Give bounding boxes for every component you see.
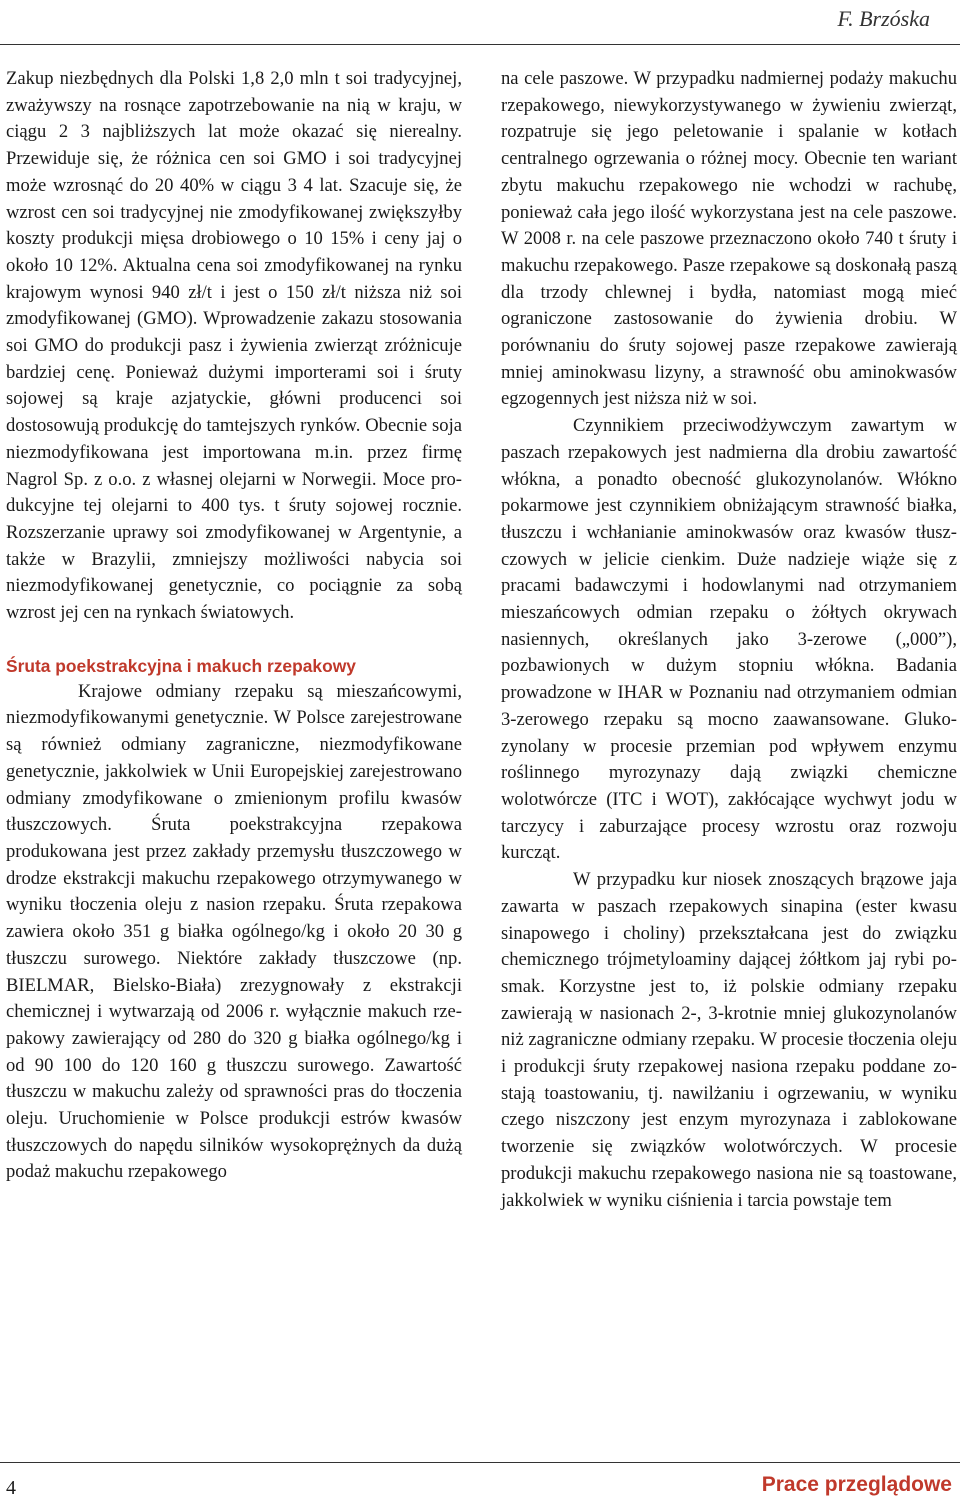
running-head-author: F. Brzóska bbox=[837, 6, 930, 31]
body-paragraph: W przypadku kur niosek znoszących brązowe jaja zawarta w paszach rzepakowych sinapina (ester kwasu sinapowego i choliny) przekształcana jest do związku chemicznego trójmetyloaminy dającej żółtkom jaj rybi posmak. Korzystne jest to, iż polskie odmiany rzepaku zawierają w nasionach 2-, 3-krotnie mniej glukozynolanów niż zagraniczne odmiany rzepaku. W procesie tłoczenia oleju i produkcji śruty rzepakowej nasiona rzepaku poddane zostają toastowaniu, tj. nawilżaniu i ogrzewaniu, w wyniku czego niszczony jest enzym myrozynaza i zablokowane tworzenie się związków wolotwórczych. W procesie produkcji makuchu rzepakowego nasiona nie są toastowane, jakkolwiek w wyniku ciśnienia i tarcia powstaje tem bbox=[501, 869, 957, 1211]
page-footer bbox=[0, 1462, 960, 1509]
body-paragraph: na cele paszowe. W przypadku nadmiernej podaży makuchu rzepakowego, niewykorzystywanego w żywieniu zwierząt, rozpatruje się jego peletowanie i spalanie w kotłach centralnego ogrzewania o różnej mocy. Obecnie ten wariant zbytu makuchu rzepakowego nie wchodzi w rachubę, ponieważ cała jego ilość wykorzystana jest na cele paszowe. W 2008 r. na cele paszowe przeznaczono około 740 t śruty i makuchu rzepakowego. Pasze rzepakowe są doskonałą paszą dla trzody chlewnej i bydła, natomiast mogą mieć ograniczone zastosowanie do żywienia drobiu. W porównaniu do śruty sojowej pasze rzepakowe zawierają mniej aminokwasu lizyny, a strawność obu aminokwasów egzogennych jest niższa niż w soi. bbox=[501, 68, 957, 410]
page-header bbox=[0, 0, 960, 45]
section-heading: Śruta poekstrakcyjna i makuch rzepakowy bbox=[6, 655, 356, 676]
left-column bbox=[6, 66, 462, 1186]
body-paragraph: Krajowe odmiany rzepaku są mieszańcowymi, niezmodyfikowanymi genetycznie. W Polsce zarejestrowane są również odmiany zagraniczne, niezmodyfikowane genetycznie, jakkolwiek w Unii Europejskiej zarejestrowano odmiany zmodyfikowane o zmienionym profilu kwasów tłuszczowych. Śruta poekstrakcyjna rzepakowa produkowana jest przez zakłady przemysłu tłuszczowego w drodze ekstrakcji makuchu rzepakowego otrzymywanego w wyniku tłoczenia oleju z nasion rzepaku. Śruta rzepakowa zawiera około 351 g białka ogólnego/kg i około 20 30 g tłuszczu surowego. Niektóre zakłady tłuszczowe (np. BIELMAR, Bielsko-Biała) zrezygnowały z ekstrakcji chemicznej i wytwarzają od 2006 r. wyłącznie makuch rzepakowy zawierający od 280 do 320 g białka ogólnego/kg i od 90 100 do 120 160 g tłuszczu surowego. Zawartość tłuszczu w makuchu zależy od sprawności pras do tłoczenia oleju. Uruchomienie w Polsce produkcji estrów kwasów tłuszczowych do napędu silników wysokoprężnych da dużą podaż makuchu rzepakowego bbox=[6, 680, 462, 1183]
page-number: 4 bbox=[6, 1477, 16, 1499]
journal-section-name: Prace przeglądowe bbox=[761, 1473, 952, 1496]
right-column bbox=[501, 66, 957, 1214]
body-paragraph: Czynnikiem przeciwodżywczym zawartym w paszach rzepakowych jest nadmierna dla drobiu zawartość włókna, a ponadto obecność glukozynolanów. Włókno pokarmowe jest czynnikiem obniżającym strawność białka, tłuszczu i wchłanianie aminokwasów oraz kwasów tłuszczowych w jelicie cienkim. Duże nadzieje wiąże się z pracami badawczymi i hodowlanymi nad otrzymaniem mieszańcowych odmian rzepaku o żółtych okrywach nasiennych, określanych jako 3-zerowe („000”), pozbawionych w dużym stopniu włókna. Badania prowadzone w IHAR w Poznaniu nad otrzymaniem odmian 3-zerowego rzepaku są mocno zaawansowane. Glukozynolany w procesie przemian pod wpływem enzymu roślinnego myrozynazy dają związki chemiczne wolotwórcze (ITC i WOT), zakłócające wychwyt jodu w tarczycy i zaburzające procesy wzrostu oraz rozwoju kurcząt. bbox=[501, 415, 957, 864]
body-paragraph: Zakup niezbędnych dla Polski 1,8 2,0 mln t soi tradycyjnej, zważywszy na rosnące zapotrzebowanie na nią w kraju, w ciągu 2 3 najbliższych lat może okazać się nierealny. Przewiduje się, że różnica cen soi GMO i soi tradycyjnej może wzrosnąć do 20 40% w ciągu 3 4 lat. Szacuje się, że wzrost cen soi tradycyjnej nie zmodyfikowanej zwiększyłby koszty produkcji mięsa drobiowego o 10 15% i ceny jaj o około 10 12%. Aktualna cena soi zmodyfikowanej na rynku krajowym wynosi 940 zł/t i jest o 150 zł/t niższa niż soi zmodyfikowanej (GMO). Wprowadzenie zakazu stosowania soi GMO do produkcji pasz i żywienia zwierząt zróżnicuje bardziej cenę. Ponieważ dużymi importerami soi i śruty sojowej są kraje azjatyckie, główni producenci soi dostosowują produkcję do tamtejszych rynków. Obecnie soja niezmodyfikowana jest importowana m.in. przez firmę Nagrol Sp. z o.o. z własnej olejarni w Norwegii. Moce produkcyjne tej olejarni to 400 tys. t śruty sojowej rocznie. Rozszerzanie uprawy soi zmodyfikowanej w Argentynie, a także w Brazylii, zmniejszy możliwości nabycia soi niezmodyfikowanej genetycznie, co pociągnie za sobą wzrost jej cen na rynkach światowych. bbox=[6, 68, 462, 624]
